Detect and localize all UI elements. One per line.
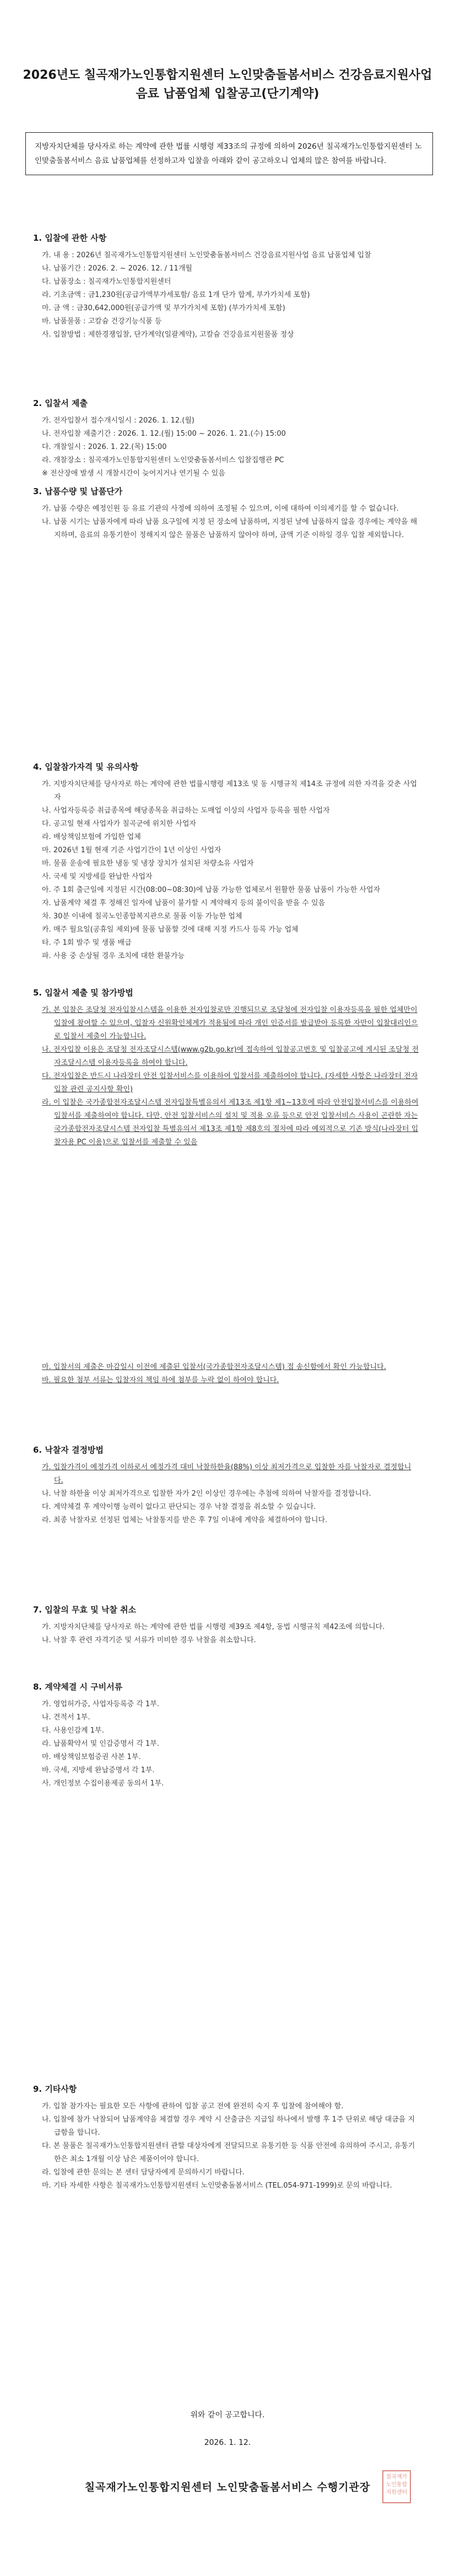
section-4-heading: 4. 입찰참가자격 및 유의사항 <box>33 762 139 772</box>
section-1 <box>33 231 419 342</box>
section-1-item: 나. 납품기간 : 2026. 2. ~ 2026. 12. / 11개월 <box>42 264 192 273</box>
section-4-item: 차. 30분 이내에 칠곡노인종합복지관으로 물품 이동 가능한 업체 <box>42 912 242 921</box>
section-8-item: 나. 견적서 1부. <box>42 1713 90 1722</box>
seal-text: 칠곡재가노인통합지원센터 <box>386 2474 408 2496</box>
section-1-item: 라. 기초금액 : 금1,230원(공급가액부가세포함/ 음료 1개 단가 합계, 부가가치세 포함) <box>42 291 310 299</box>
section-5-item: 라. 이 입찰은 국가종합전자조달시스템 전자입찰특별유의서 제13조 제1항 제1~13호에 따라 안전입찰서비스를 이용하여 입찰서를 제출하여야 합니다. 다만, 안전 입찰서비스의 설치 및 적용 오류 등으로 안전 입찰서비스 사용이 곤란한 자는 국가종합전자조달시스템 전자입찰 특별유의서 제13조 제1항 제8호의 절차에 따라 예외적으로 기존 방식(나라장터 입찰자용 PC 이용)으로 입찰서를 제출할 수 있음 <box>42 1098 419 1146</box>
section-5-item: 마. 입찰서의 제출은 마감일시 이전에 제출된 입찰서(국가종합전자조달시스템) 접 송신함에서 확인 가능합니다. <box>42 1363 386 1371</box>
section-4-item: 자. 납품계약 체결 후 정해진 일자에 납품이 불가할 시 계약해지 등의 불이익을 받을 수 있음 <box>42 899 326 907</box>
section-8-item: 사. 개인정보 수집이용제공 동의서 1부. <box>42 1779 164 1788</box>
section-6-item: 가. 입찰가격이 예정가격 이하로서 예정가격 대비 낙찰하한율(88%) 이상 최저가격으로 입찰한 자를 낙찰자로 결정합니다. <box>42 1463 411 1485</box>
section-9-heading: 9. 기타사항 <box>33 2084 77 2094</box>
section-9-item: 다. 본 물품은 칠곡재가노인통합지원센터 관할 대상자에게 전달되므로 유통기한 등 식품 안전에 유의하여 주시고, 유통기한은 최소 1개월 이상 남은 제품이어야 합니다. <box>42 2142 415 2163</box>
section-4-item: 다. 공고일 현재 사업자가 칠곡군에 위치한 사업자 <box>42 820 197 828</box>
section-2-item: 나. 전자입찰 제출기간 : 2026. 1. 12.(월) 15:00 ~ 2026. 1. 21.(수) 15:00 <box>42 430 286 438</box>
notice-box: 지방자치단체를 당사자로 하는 계약에 관한 법률 시행령 제33조의 규정에 의하여 2026년 칠곡재가노인통합지원센터 노인맞춤돌봄서비스 음료 납품업체를 선정하고자 입찰을 아래와 같이 공고하오니 업체의 많은 참여를 바랍니다. <box>25 132 433 175</box>
section-4-item: 나. 사업자등록증 취급종목에 해당종목을 취급하는 도매업 이상의 사업자 등록을 필한 사업자 <box>42 807 330 815</box>
section-5-continued <box>33 1361 419 1387</box>
section-4-item: 파. 사용 중 손상될 경우 조치에 대한 환불가능 <box>42 952 185 960</box>
section-3-item: 가. 납품 수량은 예정인원 등 유료 기관의 사정에 의하여 조정될 수 있으며, 이에 대하여 이의제기를 할 수 없습니다. <box>42 505 399 513</box>
page-title: 2026년도 칠곡재가노인통합지원센터 노인맞춤돌봄서비스 건강음료지원사업 음료 납품업체 입찰공고(단기계약) <box>23 68 432 101</box>
section-7-item: 나. 낙찰 후 관련 자격기준 및 서류가 미비한 경우 낙찰을 취소합니다. <box>42 1636 256 1644</box>
section-8-item: 가. 영업허가증, 사업자등록증 각 1부. <box>42 1700 160 1708</box>
notice-date: 2026. 1. 12. <box>204 2438 251 2447</box>
section-7-heading: 7. 입찰의 무효 및 낙찰 취소 <box>33 1605 137 1615</box>
section-4-item: 카. 매주 월요일(공휴일 제외)에 물품 납품할 것에 대해 지정 카드사 등록 가능 업체 <box>42 926 299 934</box>
section-4-item: 사. 국세 및 지방세를 완납한 사업자 <box>42 873 153 881</box>
organization-name: 칠곡재가노인통합지원센터 노인맞춤돌봄서비스 수행기관장 <box>84 2481 371 2493</box>
section-5-item: 다. 전자입찰은 반드시 나라장터 안전 입찰서비스를 이용하여 입찰서를 제출하여야 합니다. (자세한 사항은 나라장터 전자입찰 관련 공지사항 확인) <box>42 1072 418 1094</box>
section-3 <box>33 485 419 542</box>
section-1-heading: 1. 입찰에 관한 사항 <box>33 233 107 243</box>
section-1-item: 사. 입찰방법 : 제한경쟁입찰, 단가계약(일괄계약), 고칼슘 건강음료지원물품 정상 <box>42 331 294 339</box>
section-9-item: 마. 기타 자세한 사항은 칠곡재가노인통합지원센터 노인맞춤돌봄서비스 (TEL.054-971-1999)로 문의 바랍니다. <box>42 2182 392 2190</box>
section-2 <box>33 397 419 480</box>
section-8-item: 마. 배상책임보험증권 사본 1부. <box>42 1753 141 1761</box>
section-7 <box>33 1603 419 1647</box>
section-4-item: 바. 물품 운송에 필요한 냉동 및 냉장 장치가 설치된 차량소유 사업자 <box>42 859 254 868</box>
section-8 <box>33 1680 419 1790</box>
section-3-item: 나. 납품 시기는 납품자에게 따라 납품 요구일에 지정 된 장소에 납품하며, 지정된 날에 납품하지 않을 경우에는 계약을 해지하며, 음료의 유통기한이 정해지지 않은 물품은 납품하지 않아야 하며, 금액 기준 이하일 경우 입찰 제외합니다. <box>42 518 418 539</box>
section-8-item: 라. 납품확약서 및 인감증명서 각 1부. <box>42 1740 160 1748</box>
section-5-item: 바. 필요한 첨부 서류는 입찰자의 책임 하에 첨부를 누락 없이 하여야 합니다. <box>42 1376 279 1384</box>
section-2-heading: 2. 입찰서 제출 <box>33 398 88 408</box>
section-2-item: ※ 전산장애 발생 시 개찰시간이 늦어지거나 연기될 수 있음 <box>42 469 225 478</box>
section-6-item: 나. 낙찰 하한율 이상 최저가격으로 입찰한 자가 2인 이상인 경우에는 추첨에 의하여 낙찰자를 결정합니다. <box>42 1490 371 1498</box>
section-6-heading: 6. 낙찰자 결정방법 <box>33 1445 104 1455</box>
section-5-item: 나. 전자입찰 이용은 조달청 전자조달시스템(www.g2b.go.kr)에 접속하여 입찰공고번호 및 입찰공고에 게시된 조달청 전자조달시스템 이용자등록을 하여야 합니다. <box>42 1046 419 1067</box>
section-9-item: 나. 입찰에 참가 낙찰되어 납품계약을 체결할 경우 계약 시 산출금은 지급일 하나에서 발행 후 1주 단위로 해당 대금을 지급함을 합니다. <box>42 2115 415 2137</box>
section-1-item: 마. 금 액 : 금30,642,000원(공급가액 및 부가가치세 포함) (부가가치세 포함) <box>42 304 285 312</box>
section-4 <box>33 760 419 963</box>
section-5-item: 가. 본 입찰은 조달청 전자입찰시스템을 이용한 전자입찰로만 진행되므로 조달청에 전자입찰 이용자등록을 필한 업체만이 입찰에 참여할 수 있으며, 입찰자 신원확인체계가 적용됨에 따라 개인 인증서를 발급받아 등록한 자만이 입찰대리인으로 입찰서 제출이 가능합니다. <box>42 1006 418 1041</box>
section-3-heading: 3. 납품수량 및 납품단가 <box>33 486 123 496</box>
section-9-item: 가. 입찰 참가자는 필요한 모든 사항에 관하여 입찰 공고 전에 완전히 숙지 후 입찰에 참여해야 함. <box>42 2102 344 2110</box>
section-1-item: 바. 납품물품 : 고칼슘 건강기능식품 등 <box>42 317 162 326</box>
section-5-heading: 5. 입찰서 제출 및 참가방법 <box>33 988 133 998</box>
official-seal-stamp <box>382 2470 411 2503</box>
section-4-item: 가. 지방자치단체를 당사자로 하는 계약에 관한 법률시행령 제13조 및 동 시행규칙 제14조 규정에 의한 자격을 갖춘 사업자 <box>42 780 418 802</box>
section-4-item: 마. 2026년 1월 현재 기준 사업기간이 1년 이상인 사업자 <box>42 846 221 854</box>
section-4-item: 타. 주 1회 발주 및 생품 배급 <box>42 939 132 947</box>
closing-statement: 위와 같이 공고합니다. <box>190 2411 265 2420</box>
section-6-item: 다. 계약체결 후 계약이행 능력이 없다고 판단되는 경우 낙찰 결정을 취소할 수 있습니다. <box>42 1503 316 1511</box>
section-2-item: 다. 개찰일시 : 2026. 1. 22.(목) 15:00 <box>42 443 167 451</box>
section-9-item: 라. 입찰에 관한 문의는 본 센터 담당자에게 문의하시기 바랍니다. <box>42 2168 245 2177</box>
section-2-item: 가. 전자입찰서 접수개시일시 : 2026. 1. 12.(월) <box>42 416 194 425</box>
section-2-item: 라. 개찰장소 : 칠곡재가노인통합지원센터 노인맞춤돌봄서비스 입찰집행관 PC <box>42 456 284 464</box>
section-5 <box>33 986 419 1149</box>
section-8-heading: 8. 계약체결 시 구비서류 <box>33 1682 123 1692</box>
section-6 <box>33 1443 419 1527</box>
section-7-item: 가. 지방자치단체를 당사자로 하는 계약에 관한 법률 시행령 제39조 제4항, 동법 시행규칙 제42조에 의합니다. <box>42 1623 385 1631</box>
section-4-item: 아. 주 1회 출근일에 지정된 시간(08:00~08:30)에 납품 가능한 업체로서 원활한 물품 납품이 가능한 사업자 <box>42 886 381 894</box>
section-8-item: 바. 국세, 지방세 완납증명서 각 1부. <box>42 1766 155 1774</box>
section-8-item: 다. 사용인감계 1부. <box>42 1727 104 1735</box>
section-1-item: 가. 내 용 : 2026년 칠곡재가노인통합지원센터 노인맞춤돌봄서비스 건강음료지원사업 음료 납품업체 입찰 <box>42 251 371 259</box>
section-9 <box>33 2082 419 2193</box>
section-1-item: 다. 납품장소 : 칠곡재가노인통합지원센터 <box>42 278 171 286</box>
section-4-item: 라. 배상책임보험에 가입한 업체 <box>42 833 141 841</box>
section-6-item: 라. 최종 낙찰자로 선정된 업체는 낙찰통지를 받은 후 7일 이내에 계약을 체결하여야 합니다. <box>42 1516 328 1524</box>
